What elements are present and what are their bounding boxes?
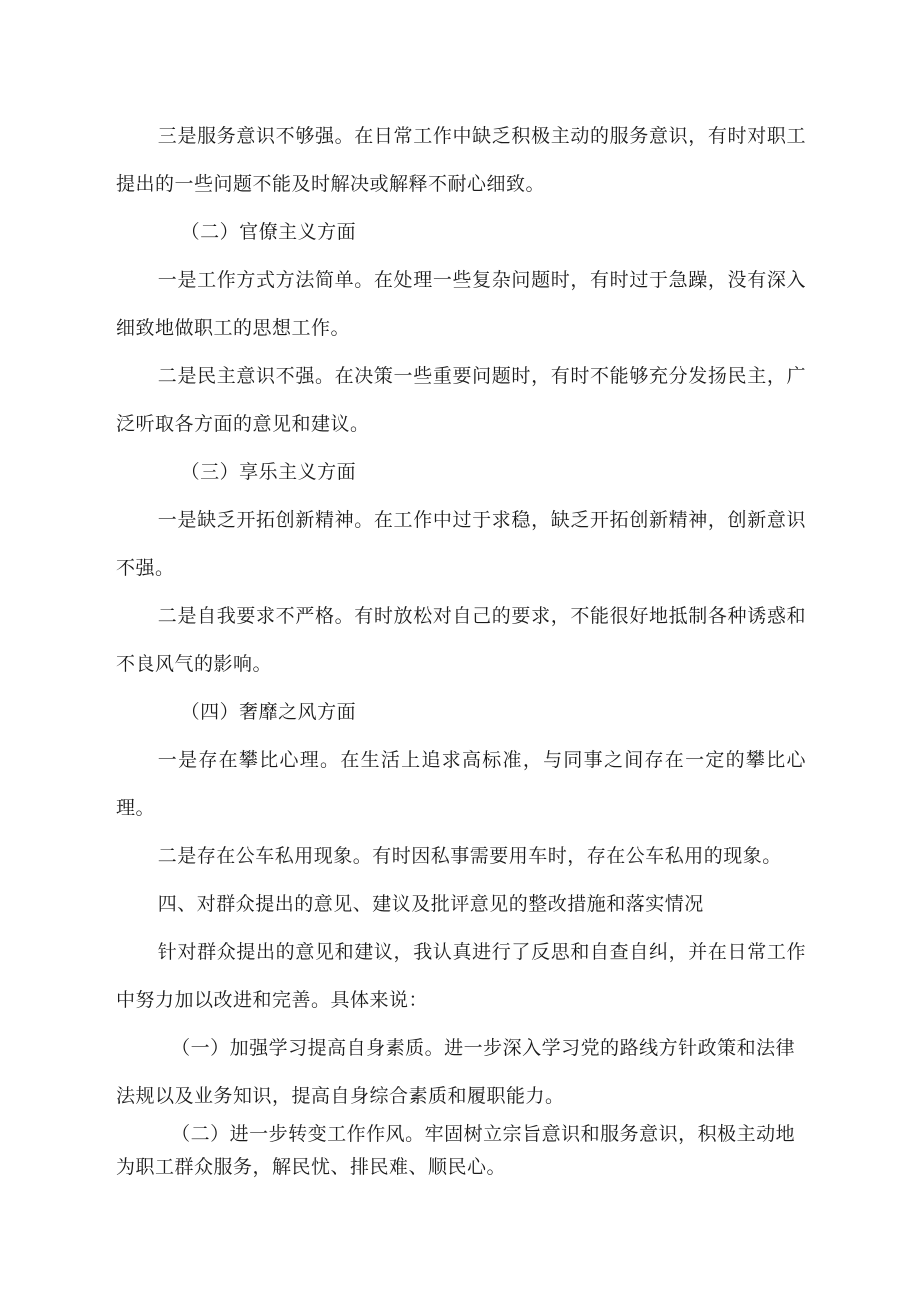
paragraph-reflection: 针对群众提出的意见和建议，我认真进行了反思和自查自纠，并在日常工作中努力加以改进和完善。具体来说： bbox=[116, 941, 806, 1011]
paragraph-self-discipline: 二是自我要求不严格。有时放松对自己的要求，不能很好地抵制各种诱惑和不良风气的影响。 bbox=[116, 605, 806, 675]
paragraph-work-methods: 一是工作方式方法简单。在处理一些复杂问题时，有时过于急躁，没有深入细致地做职工的思想工作。 bbox=[116, 269, 806, 339]
paragraph-strengthen-learning: （一）加强学习提高自身素质。进一步深入学习党的路线方针政策和法律法规以及业务知识，提高自身综合素质和履职能力。 bbox=[116, 1037, 796, 1107]
heading-hedonism: （三）享乐主义方面 bbox=[180, 461, 357, 483]
section-heading-rectification: 四、对群众提出的意见、建议及批评意见的整改措施和落实情况 bbox=[157, 893, 704, 915]
paragraph-change-work-style: （二）进一步转变工作作风。牢固树立宗旨意识和服务意识，积极主动地为职工群众服务，解民忧、排民难、顺民心。 bbox=[116, 1123, 796, 1178]
paragraph-democracy-awareness: 二是民主意识不强。在决策一些重要问题时，有时不能够充分发扬民主，广泛听取各方面的意见和建议。 bbox=[116, 365, 806, 435]
paragraph-service-awareness: 三是服务意识不够强。在日常工作中缺乏积极主动的服务意识，有时对职工提出的一些问题不能及时解决或解释不耐心细致。 bbox=[116, 125, 806, 195]
paragraph-vehicle-misuse: 二是存在公车私用现象。有时因私事需要用车时，存在公车私用的现象。 bbox=[157, 845, 782, 867]
paragraph-innovation: 一是缺乏开拓创新精神。在工作中过于求稳，缺乏开拓创新精神，创新意识不强。 bbox=[116, 509, 806, 579]
heading-extravagance: （四）奢靡之风方面 bbox=[180, 701, 357, 723]
document-body bbox=[116, 112, 806, 1184]
paragraph-comparison: 一是存在攀比心理。在生活上追求高标准，与同事之间存在一定的攀比心理。 bbox=[116, 749, 806, 819]
heading-bureaucratism: （二）官僚主义方面 bbox=[180, 221, 357, 243]
